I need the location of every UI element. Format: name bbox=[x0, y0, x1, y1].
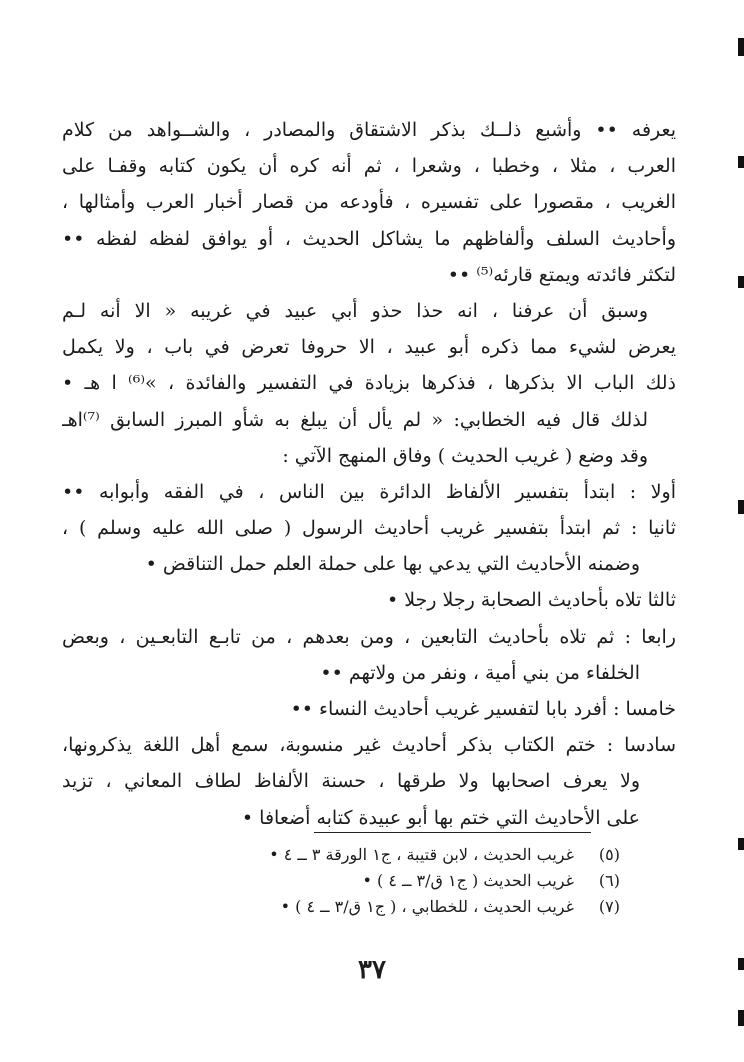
footnote bbox=[150, 868, 620, 894]
scan-edge-mark bbox=[738, 156, 744, 168]
text-line: الغريب ، مقصورا على تفسيره ، فأودعه من قصار أخبار العرب وأمثالها ، bbox=[62, 191, 676, 214]
text-line: وقد وضع ( غريب الحديث ) وفاق المنهج الآتي : bbox=[282, 444, 648, 467]
text-line: يعرفه •• وأشبع ذلــك بذكر الاشتقاق والمصادر ، والشــواهد من كلام bbox=[62, 119, 676, 141]
list-item: خامسا : أفرد بابا لتفسير غريب أحاديث النساء •• bbox=[290, 698, 676, 720]
text-line: لتكثر فائدته ويمتع قارئه⁽⁵⁾ •• bbox=[447, 263, 676, 286]
scan-edge-mark bbox=[738, 958, 744, 970]
text-line: ذلك الباب الا بذكرها ، فذكرها بزيادة في التفسير والفائدة ، »⁽⁶⁾ ا هـ • bbox=[62, 372, 676, 395]
page-number: ٣٧ bbox=[358, 955, 386, 985]
footnote-separator bbox=[314, 832, 591, 833]
text-line: وضمنه الأحاديث التي يدعي بها على حملة العلم حمل التناقض • bbox=[145, 553, 640, 576]
text-line: ولا يعرف اصحابها ولا طرقها ، حسنة الألفاظ لطاف المعاني ، تزيد bbox=[62, 770, 640, 793]
footnote-number: (٥) bbox=[598, 845, 620, 864]
scan-edge-mark bbox=[738, 500, 744, 514]
text-line: يعرض لشيء مما ذكره أبو عبيد ، الا حروفا تعرض في باب ، ولا يكمل bbox=[62, 336, 676, 359]
scan-edge-mark bbox=[738, 276, 744, 288]
text-line: وسبق أن عرفنا ، انه حذا حذو أبي عبيد في غريبه « الا أنه لـم bbox=[62, 299, 648, 322]
text-line: وأحاديث السلف وألفاظهم ما يشاكل الحديث ، أو يوافق لفظه لفظه •• bbox=[62, 227, 676, 250]
list-item: ثانيا : ثم ابتدأ بتفسير غريب أحاديث الرسول ( صلى الله عليه وسلم ) ، bbox=[62, 517, 676, 540]
text-line: العرب ، مثلا ، وخطبا ، وشعرا ، ثم أنه كره أن يكون كتابه وقفـا على bbox=[62, 155, 676, 178]
main-text bbox=[62, 112, 676, 836]
footnotes bbox=[150, 842, 620, 920]
list-item: رابعا : ثم تلاه بأحاديث التابعين ، ومن بعدهم ، من تابـع التابعـين ، وبعض bbox=[62, 625, 676, 648]
list-item: سادسا : ختم الكتاب بذكر أحاديث غير منسوبة، سمع أهل اللغة يذكرونها، bbox=[62, 734, 676, 757]
footnote bbox=[150, 894, 620, 920]
text-line: الخلفاء من بني أمية ، ونفر من ولاتهم •• bbox=[320, 661, 640, 684]
footnote-text: غريب الحديث ( ج١ ق/٣ ــ ٤ ) • bbox=[362, 871, 574, 890]
footnote-number: (٧) bbox=[598, 897, 620, 916]
footnote-number: (٦) bbox=[598, 871, 620, 890]
list-item: أولا : ابتدأ بتفسير الألفاظ الدائرة بين الناس ، في الفقه وأبوابه •• bbox=[62, 480, 676, 503]
text-line: على الأحاديث التي ختم بها أبو عبيدة كتابه أضعافا • bbox=[241, 806, 640, 829]
list-item: ثالثا تلاه بأحاديث الصحابة رجلا رجلا • bbox=[386, 589, 676, 612]
scan-edge-mark bbox=[738, 838, 744, 850]
scan-edge-mark bbox=[738, 38, 744, 56]
footnote-text: غريب الحديث ، للخطابي ، ( ج١ ق/٣ ــ ٤ ) • bbox=[280, 897, 574, 916]
text-line: لذلك قال فيه الخطابي: « لم يأل أن يبلغ به شأو المبرز السابق ⁽⁷⁾اهـ bbox=[62, 408, 648, 431]
scan-edge-mark bbox=[738, 1010, 744, 1026]
footnote bbox=[150, 842, 620, 868]
footnote-text: غريب الحديث ، لابن قتيبة ، ج١ الورقة ٣ ــ ٤ • bbox=[269, 845, 574, 864]
